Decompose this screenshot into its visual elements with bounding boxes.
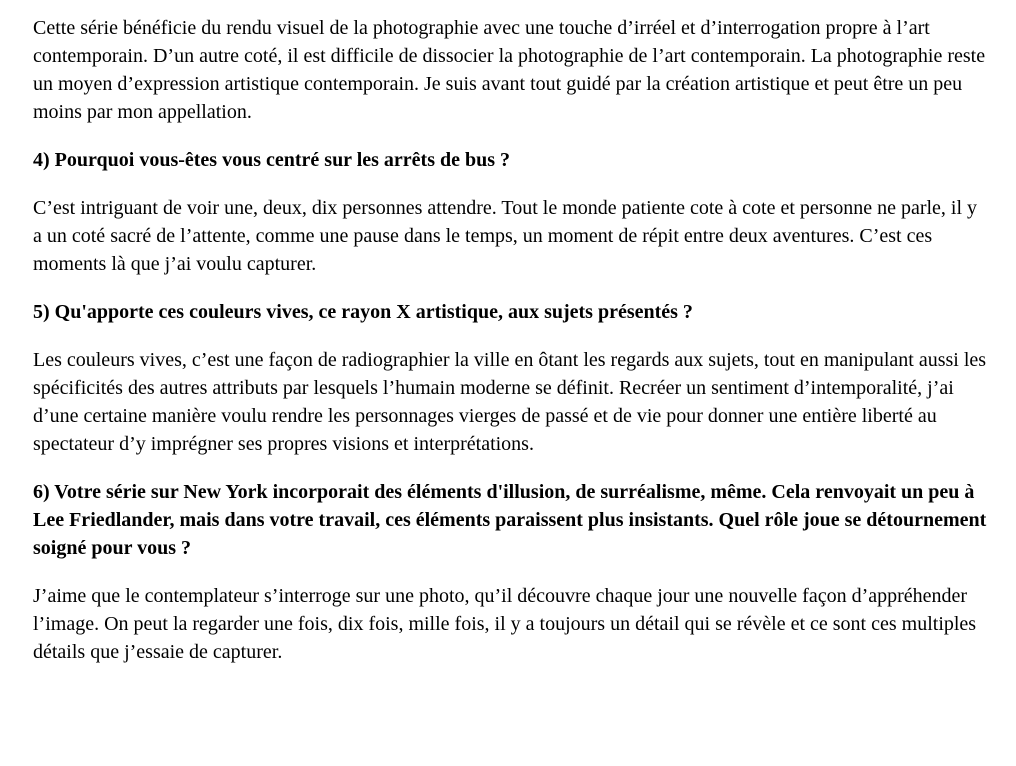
question-4-heading: 4) Pourquoi vous-êtes vous centré sur les arrêts de bus ?: [33, 149, 511, 171]
intro-paragraph: Cette série bénéficie du rendu visuel de la photographie avec une touche d’irréel et d’interrogation propre à l’art contemporain. D’un autre coté, il est difficile de dissocier la photographie de l’art contemporain. La photographie reste un moyen d’expression artistique contemporain. Je suis avant tout guidé par la création artistique et peut être un peu moins par mon appellation.: [33, 17, 986, 123]
interview-article: [33, 14, 988, 686]
answer-5-paragraph: Les couleurs vives, c’est une façon de radiographier la ville en ôtant les regards aux sujets, tout en manipulant aussi les spécificités des autres attributs par lesquels l’humain moderne se définit. Recréer un sentiment d’intemporalité, j’ai d’une certaine manière voulu rendre les personnages vierges de passé et de vie pour donner une entière liberté au spectateur d’y imprégner ses propres visions et interprétations.: [33, 349, 987, 455]
answer-4-paragraph: C’est intriguant de voir une, deux, dix personnes attendre. Tout le monde patiente cote à cote et personne ne parle, il y a un coté sacré de l’attente, comme une pause dans le temps, un moment de répit entre deux aventures. C’est ces moments là que j’ai voulu capturer.: [33, 197, 978, 275]
question-5-heading: 5) Qu'apporte ces couleurs vives, ce rayon X artistique, aux sujets présentés ?: [33, 301, 693, 323]
question-6-heading: 6) Votre série sur New York incorporait des éléments d'illusion, de surréalisme, même. Cela renvoyait un peu à Lee Friedlander, mais dans votre travail, ces éléments paraissent plus insistants. Quel rôle joue se détournement soigné pour vous ?: [33, 481, 987, 559]
answer-6-paragraph: J’aime que le contemplateur s’interroge sur une photo, qu’il découvre chaque jour une nouvelle façon d’appréhender l’image. On peut la regarder une fois, dix fois, mille fois, il y a toujours un détail qui se révèle et ce sont ces multiples détails que j’essaie de capturer.: [33, 585, 977, 663]
